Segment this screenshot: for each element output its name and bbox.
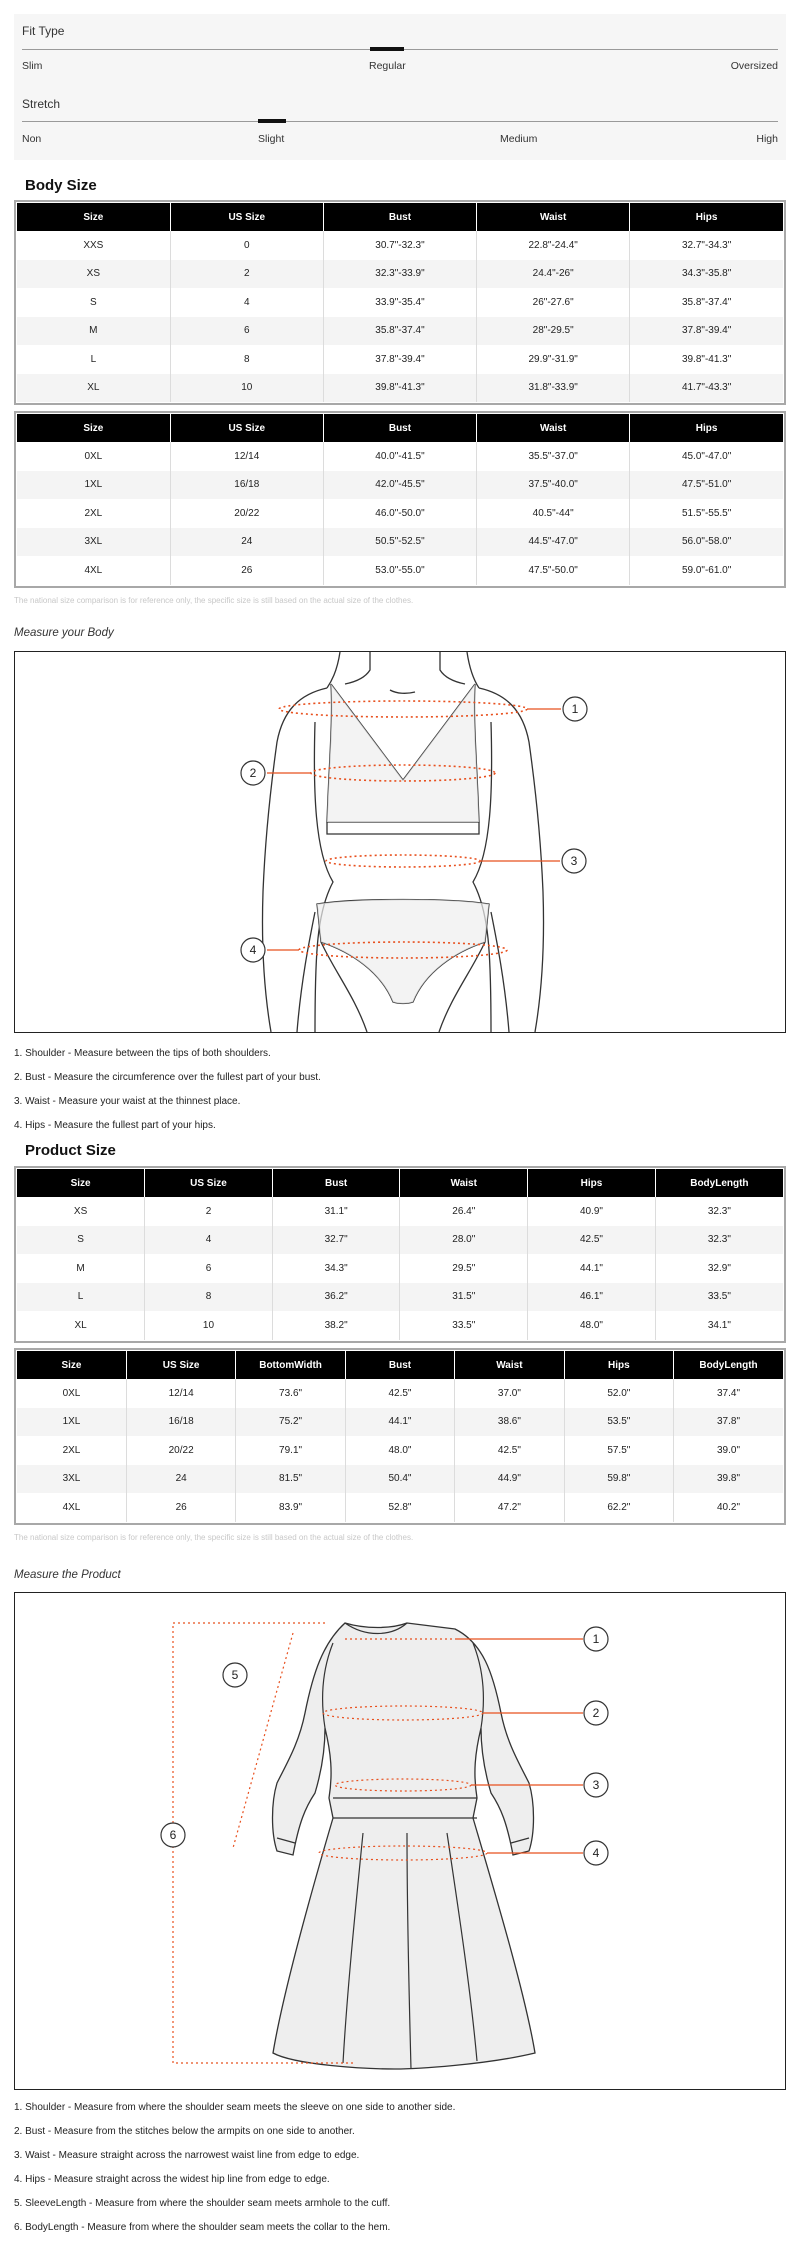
table-cell: M bbox=[17, 317, 170, 346]
product-callout-1: 1 bbox=[592, 1632, 600, 1646]
table-cell: 24.4"-26" bbox=[477, 260, 630, 289]
measure-body-title: Measure your Body bbox=[14, 627, 114, 639]
table-cell: 34.1" bbox=[707, 1319, 731, 1331]
table-cell: 32.3" bbox=[707, 1205, 731, 1217]
table-cell: 57.5" bbox=[564, 1436, 673, 1465]
table-cell: 22.8"-24.4" bbox=[477, 231, 630, 260]
body-callout-3: 3 bbox=[570, 854, 578, 868]
table-cell: 47.2" bbox=[455, 1493, 564, 1522]
column-header: US Size bbox=[170, 414, 323, 442]
table-cell: 32.7"-34.3" bbox=[681, 239, 732, 251]
column-header: BottomWidth bbox=[236, 1351, 345, 1379]
table-cell: 40.9" bbox=[528, 1197, 656, 1226]
table-cell: 44.1" bbox=[345, 1408, 454, 1437]
column-header: BodyLength bbox=[674, 1351, 783, 1379]
table-cell: 6 bbox=[170, 317, 323, 346]
table-cell: 20/22 bbox=[170, 499, 323, 528]
table-cell: 26"-27.6" bbox=[477, 288, 630, 317]
table-cell: 34.3"-35.8" bbox=[630, 260, 783, 289]
table-cell: XL bbox=[17, 374, 170, 403]
measure-product-title: Measure the Product bbox=[14, 1569, 121, 1581]
column-header: US Size bbox=[170, 203, 323, 231]
column-header: Waist bbox=[400, 1169, 528, 1197]
product-measure-item: 2. Bust - Measure from the stitches below the armpits on one side to another. bbox=[14, 2126, 355, 2137]
table-cell: 81.5" bbox=[236, 1465, 345, 1494]
table-cell: 39.8"-41.3" bbox=[323, 374, 476, 403]
column-header: Waist bbox=[477, 203, 630, 231]
table-cell: 28"-29.5" bbox=[477, 317, 630, 346]
table-row bbox=[17, 1254, 783, 1283]
table-cell: XS bbox=[17, 1197, 145, 1226]
shoulder-measure-line bbox=[279, 701, 527, 717]
table-cell: 41.7"-43.3" bbox=[630, 374, 783, 403]
table-cell: 2 bbox=[145, 1197, 273, 1226]
fit-option-slim: Slim bbox=[22, 60, 43, 72]
table-cell: 16/18 bbox=[126, 1408, 235, 1437]
table-cell: 26 bbox=[170, 556, 323, 585]
stretch-option-slight: Slight bbox=[258, 133, 285, 145]
table-cell: 24 bbox=[126, 1465, 235, 1494]
product-measure-item: 5. SleeveLength - Measure from where the shoulder seam meets armhole to the cuff. bbox=[14, 2198, 391, 2209]
table-cell: 37.0" bbox=[455, 1379, 564, 1408]
column-header: US Size bbox=[145, 1169, 273, 1197]
column-header: Bust bbox=[323, 414, 476, 442]
table-cell: 32.7" bbox=[272, 1226, 400, 1255]
table-cell: 10 bbox=[145, 1311, 273, 1340]
table-row bbox=[17, 1408, 783, 1437]
table-cell: 35.8"-37.4" bbox=[681, 296, 732, 308]
table-cell: 32.3"-33.9" bbox=[323, 260, 476, 289]
column-header: Hips bbox=[528, 1169, 656, 1197]
table-row bbox=[17, 1283, 783, 1312]
body-size-table-regular bbox=[14, 200, 786, 405]
table-cell: 2XL bbox=[17, 499, 170, 528]
table-cell: S bbox=[17, 288, 170, 317]
table-cell: 39.8" bbox=[674, 1465, 783, 1494]
table-cell: 4 bbox=[170, 288, 323, 317]
table-cell: 32.9" bbox=[707, 1262, 731, 1274]
table-cell: 37.8"-39.4" bbox=[323, 345, 476, 374]
table-cell: 73.6" bbox=[236, 1379, 345, 1408]
table-cell: 26.4" bbox=[400, 1197, 528, 1226]
product-size-note: The national size comparison is for reference only, the specific size is still based on the actual size of the clothes. bbox=[14, 1533, 414, 1542]
body-measure-list bbox=[14, 1048, 321, 1144]
table-cell: 56.0"-58.0" bbox=[630, 528, 783, 557]
table-cell: 59.0"-61.0" bbox=[681, 564, 732, 576]
table-cell: 12/14 bbox=[170, 442, 323, 471]
column-header: Hips bbox=[564, 1351, 673, 1379]
table-cell: 28.0" bbox=[400, 1226, 528, 1255]
table-cell: 31.8"-33.9" bbox=[477, 374, 630, 403]
table-row bbox=[17, 1493, 783, 1522]
product-diagram bbox=[14, 1592, 786, 2090]
table-cell: 35.8"-37.4" bbox=[323, 317, 476, 346]
fit-panel bbox=[14, 14, 786, 160]
stretch-marker bbox=[258, 119, 286, 123]
table-cell: 46.0"-50.0" bbox=[323, 499, 476, 528]
table-row bbox=[17, 471, 783, 500]
table-row bbox=[17, 1465, 783, 1494]
table-cell: 29.9"-31.9" bbox=[477, 345, 630, 374]
table-cell: 12/14 bbox=[126, 1379, 235, 1408]
product-callout-6: 6 bbox=[169, 1828, 177, 1842]
column-header: Waist bbox=[477, 414, 630, 442]
product-callout-2: 2 bbox=[592, 1706, 600, 1720]
table-cell: 4XL bbox=[17, 1493, 126, 1522]
table-cell: 1XL bbox=[17, 471, 170, 500]
waist-measure-line bbox=[326, 855, 480, 867]
table-cell: 37.4" bbox=[717, 1387, 741, 1399]
table-cell: 44.9" bbox=[455, 1465, 564, 1494]
table-cell: 35.5"-37.0" bbox=[477, 442, 630, 471]
column-header: Bust bbox=[345, 1351, 454, 1379]
table-cell: 48.0" bbox=[345, 1436, 454, 1465]
table-cell: 20/22 bbox=[126, 1436, 235, 1465]
table-row bbox=[17, 528, 783, 557]
table-cell: 37.5"-40.0" bbox=[477, 471, 630, 500]
body-size-title: Body Size bbox=[25, 177, 97, 194]
table-cell: 39.8"-41.3" bbox=[681, 353, 732, 365]
table-cell: 37.8" bbox=[674, 1408, 783, 1437]
table-cell: 47.5"-51.0" bbox=[630, 471, 783, 500]
table-row bbox=[17, 288, 783, 317]
product-callout-3: 3 bbox=[592, 1778, 600, 1792]
fit-type-label: Fit Type bbox=[22, 24, 65, 38]
table-cell: 42.0"-45.5" bbox=[323, 471, 476, 500]
table-row bbox=[17, 499, 783, 528]
stretch-label: Stretch bbox=[22, 97, 61, 111]
table-cell: 4 bbox=[145, 1226, 273, 1255]
table-cell: 52.8" bbox=[345, 1493, 454, 1522]
product-callout-5: 5 bbox=[231, 1668, 239, 1682]
column-header: Hips bbox=[630, 203, 783, 231]
column-header: Hips bbox=[630, 414, 783, 442]
table-cell: XL bbox=[17, 1311, 145, 1340]
stretch-track bbox=[22, 121, 778, 122]
table-cell: 44.1" bbox=[528, 1254, 656, 1283]
table-cell: 44.5"-47.0" bbox=[477, 528, 630, 557]
table-cell: 4XL bbox=[17, 556, 170, 585]
table-cell: M bbox=[17, 1254, 145, 1283]
table-cell: 31.1" bbox=[272, 1197, 400, 1226]
table-cell: 16/18 bbox=[170, 471, 323, 500]
table-row bbox=[17, 317, 783, 346]
product-measure-item: 6. BodyLength - Measure from where the shoulder seam meets the collar to the hem. bbox=[14, 2222, 391, 2233]
fit-option-oversized: Oversized bbox=[730, 60, 778, 72]
table-cell: XXS bbox=[17, 231, 170, 260]
table-cell: XS bbox=[17, 260, 170, 289]
table-cell: 0XL bbox=[17, 1379, 126, 1408]
table-cell: 59.8" bbox=[564, 1465, 673, 1494]
table-row bbox=[17, 1379, 783, 1408]
body-diagram bbox=[14, 651, 786, 1033]
table-cell: 8 bbox=[145, 1283, 273, 1312]
table-cell: 48.0" bbox=[528, 1311, 656, 1340]
table-row bbox=[17, 1197, 783, 1226]
table-cell: 1XL bbox=[17, 1408, 126, 1437]
table-row bbox=[17, 374, 783, 403]
column-header: BodyLength bbox=[655, 1169, 783, 1197]
table-cell: 26 bbox=[126, 1493, 235, 1522]
table-cell: 42.5" bbox=[345, 1379, 454, 1408]
column-header: US Size bbox=[126, 1351, 235, 1379]
product-callout-4: 4 bbox=[592, 1846, 600, 1860]
dress-illustration bbox=[15, 1593, 785, 2089]
body-illustration bbox=[15, 652, 785, 1032]
product-measure-item: 1. Shoulder - Measure from where the shoulder seam meets the sleeve on one side to another side. bbox=[14, 2102, 456, 2113]
column-header: Size bbox=[17, 203, 170, 231]
column-header: Size bbox=[17, 414, 170, 442]
column-header: Bust bbox=[272, 1169, 400, 1197]
table-cell: 51.5"-55.5" bbox=[681, 507, 732, 519]
table-row bbox=[17, 345, 783, 374]
table-cell: 39.0" bbox=[717, 1444, 741, 1456]
body-callout-2: 2 bbox=[249, 766, 257, 780]
table-cell: 38.6" bbox=[455, 1408, 564, 1437]
table-row bbox=[17, 1311, 783, 1340]
table-cell: 42.5" bbox=[455, 1436, 564, 1465]
stretch-option-medium: Medium bbox=[500, 133, 538, 145]
product-measure-item: 4. Hips - Measure straight across the widest hip line from edge to edge. bbox=[14, 2174, 330, 2185]
stretch-option-high: High bbox=[756, 133, 778, 145]
table-cell: 83.9" bbox=[236, 1493, 345, 1522]
column-header: Waist bbox=[455, 1351, 564, 1379]
table-cell: 53.5" bbox=[564, 1408, 673, 1437]
table-row bbox=[17, 1226, 783, 1255]
product-size-table-plus bbox=[14, 1348, 786, 1525]
product-measure-item: 3. Waist - Measure straight across the narrowest waist line from edge to edge. bbox=[14, 2150, 360, 2161]
table-row bbox=[17, 1436, 783, 1465]
table-row bbox=[17, 260, 783, 289]
table-cell: L bbox=[17, 1283, 145, 1312]
table-cell: 33.9"-35.4" bbox=[323, 288, 476, 317]
body-size-table-plus bbox=[14, 411, 786, 588]
stretch-option-non: Non bbox=[22, 133, 42, 145]
body-size-note: The national size comparison is for reference only, the specific size is still based on the actual size of the clothes. bbox=[14, 596, 414, 605]
table-cell: 2XL bbox=[17, 1436, 126, 1465]
table-cell: 32.3" bbox=[655, 1226, 783, 1255]
table-row bbox=[17, 231, 783, 260]
table-cell: 45.0"-47.0" bbox=[681, 450, 732, 462]
table-cell: 31.5" bbox=[400, 1283, 528, 1312]
table-cell: 53.0"-55.0" bbox=[323, 556, 476, 585]
table-cell: 8 bbox=[170, 345, 323, 374]
table-cell: 6 bbox=[145, 1254, 273, 1283]
table-cell: 0 bbox=[170, 231, 323, 260]
column-header: Bust bbox=[323, 203, 476, 231]
table-cell: 3XL bbox=[17, 528, 170, 557]
table-cell: 38.2" bbox=[272, 1311, 400, 1340]
table-cell: S bbox=[17, 1226, 145, 1255]
table-cell: 52.0" bbox=[564, 1379, 673, 1408]
body-callout-4: 4 bbox=[249, 943, 257, 957]
table-cell: 40.5"-44" bbox=[477, 499, 630, 528]
product-size-title: Product Size bbox=[25, 1142, 116, 1159]
table-row bbox=[17, 556, 783, 585]
table-cell: 0XL bbox=[17, 442, 170, 471]
body-measure-item: 3. Waist - Measure your waist at the thinnest place. bbox=[14, 1096, 241, 1107]
body-measure-item: 2. Bust - Measure the circumference over the fullest part of your bust. bbox=[14, 1072, 321, 1083]
table-cell: 2 bbox=[170, 260, 323, 289]
table-cell: 50.4" bbox=[345, 1465, 454, 1494]
fit-type-marker bbox=[370, 47, 404, 51]
table-cell: 36.2" bbox=[272, 1283, 400, 1312]
table-cell: 42.5" bbox=[528, 1226, 656, 1255]
table-cell: 40.0"-41.5" bbox=[323, 442, 476, 471]
body-measure-item: 1. Shoulder - Measure between the tips of both shoulders. bbox=[14, 1048, 271, 1059]
product-size-table-regular bbox=[14, 1166, 786, 1343]
fit-option-regular: Regular bbox=[369, 60, 406, 72]
table-cell: 34.3" bbox=[272, 1254, 400, 1283]
table-row bbox=[17, 442, 783, 471]
table-cell: 33.5" bbox=[655, 1283, 783, 1312]
table-cell: 75.2" bbox=[236, 1408, 345, 1437]
table-cell: 24 bbox=[170, 528, 323, 557]
table-cell: 33.5" bbox=[400, 1311, 528, 1340]
table-cell: 46.1" bbox=[528, 1283, 656, 1312]
column-header: Size bbox=[17, 1351, 126, 1379]
table-cell: 30.7"-32.3" bbox=[323, 231, 476, 260]
table-cell: 10 bbox=[170, 374, 323, 403]
table-cell: 79.1" bbox=[236, 1436, 345, 1465]
table-cell: 3XL bbox=[17, 1465, 126, 1494]
product-measure-list bbox=[14, 2102, 455, 2246]
table-cell: 47.5"-50.0" bbox=[477, 556, 630, 585]
table-cell: 62.2" bbox=[564, 1493, 673, 1522]
table-cell: 40.2" bbox=[717, 1501, 741, 1513]
table-cell: 37.8"-39.4" bbox=[630, 317, 783, 346]
column-header: Size bbox=[17, 1169, 145, 1197]
table-cell: L bbox=[17, 345, 170, 374]
table-cell: 29.5" bbox=[400, 1254, 528, 1283]
body-callout-1: 1 bbox=[571, 702, 579, 716]
body-measure-item: 4. Hips - Measure the fullest part of your hips. bbox=[14, 1120, 216, 1131]
table-cell: 50.5"-52.5" bbox=[323, 528, 476, 557]
